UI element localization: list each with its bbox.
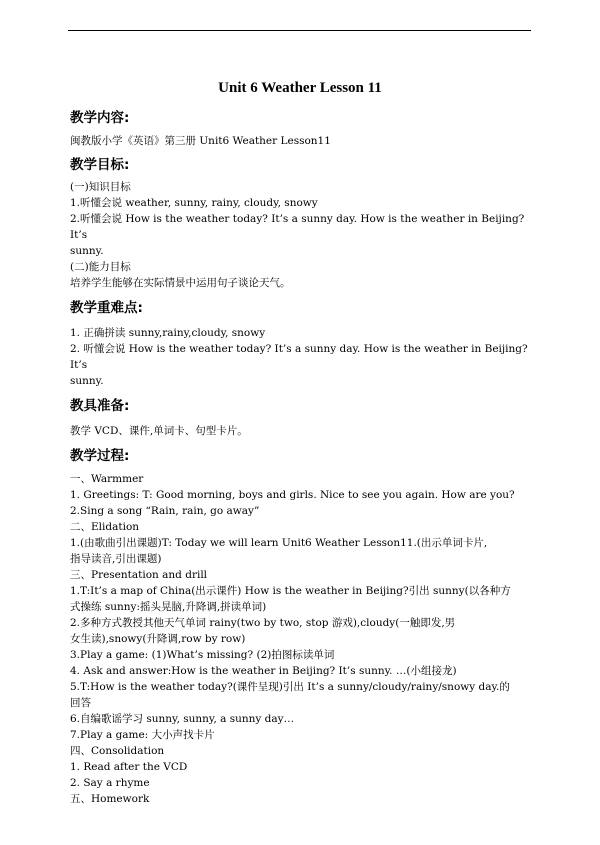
document-title: Unit 6 Weather Lesson 11	[218, 80, 382, 96]
text-line: 2. Say a rhyme	[70, 777, 150, 789]
text-line: 3.Play a game: (1)What’s missing? (2)拍图标读单词	[70, 649, 335, 661]
section-heading: 教学内容:	[70, 110, 130, 126]
text-line: 教学 VCD、课件,单词卡、句型卡片。	[70, 425, 248, 437]
text-line: 5.T:How is the weather today?(课件呈现)引出 It’s a sunny/cloudy/rainy/snowy day.的	[70, 681, 510, 693]
content	[70, 108, 532, 807]
text-line: 五、Homework	[70, 793, 150, 805]
text-line: 6.自编歌谣学习 sunny, sunny, a sunny day…	[70, 713, 295, 725]
text-line: 1.听懂会说 weather, sunny, rainy, cloudy, snowy	[70, 197, 318, 209]
text-line: 培养学生能够在实际情景中运用句子谈论天气。	[70, 277, 291, 289]
text-line: 7.Play a game: 大小声找卡片	[70, 729, 215, 741]
text-line: 1. Read after the VCD	[70, 761, 188, 773]
text-line: (一)知识目标	[70, 181, 131, 193]
text-line: 一、Warmmer	[70, 473, 144, 485]
text-line: 三、Presentation and drill	[70, 569, 208, 581]
text-line: 1. 正确拼读 sunny,rainy,cloudy, snowy	[70, 327, 266, 339]
text-line: 闽教版小学《英语》第三册 Unit6 Weather Lesson11	[70, 135, 331, 147]
text-line: 1.T:It’s a map of China(出示课件) How is the weather in Beijing?引出 sunny(以各种方	[70, 585, 511, 597]
text-line: 式操练 sunny:摇头晃脑,升降调,拼读单词)	[70, 601, 267, 613]
text-line: sunny.	[70, 245, 104, 257]
header-rule	[68, 30, 531, 31]
text-line: 2.多种方式教授其他天气单词 rainy(two by two, stop 游戏),cloudy(一触即发,男	[70, 617, 456, 629]
text-line: 1. Greetings: T: Good morning, boys and girls. Nice to see you again. How are you?	[70, 489, 515, 501]
section-heading: 教具准备:	[70, 398, 130, 414]
text-line: 4. Ask and answer:How is the weather in Beijing? It’s sunny. …(小组接龙)	[70, 665, 457, 677]
text-line: 四、Consolidation	[70, 745, 165, 757]
text-line: 回答	[70, 697, 91, 709]
section-heading: 教学目标:	[70, 157, 130, 173]
text-line: 指导读音,引出课题)	[70, 553, 162, 565]
text-line: 女生读),snowy(升降调,row by row)	[70, 633, 246, 645]
text-line: 2. 听懂会说 How is the weather today? It’s a sunny day. How is the weather in Beijing? It’s	[70, 343, 528, 371]
section-heading: 教学过程:	[70, 448, 130, 464]
text-line: (二)能力目标	[70, 261, 131, 273]
text-line: 二、Elidation	[70, 521, 140, 533]
text-line: sunny.	[70, 375, 104, 387]
text-line: 2.听懂会说 How is the weather today? It’s a sunny day. How is the weather in Beijing? It’s	[70, 213, 525, 241]
text-line: 1.(由歌曲引出课题)T: Today we will learn Unit6 Weather Lesson11.(出示单词卡片,	[70, 537, 488, 549]
text-line: 2.Sing a song “Rain, rain, go away”	[70, 505, 260, 517]
section-heading: 教学重难点:	[70, 300, 143, 316]
